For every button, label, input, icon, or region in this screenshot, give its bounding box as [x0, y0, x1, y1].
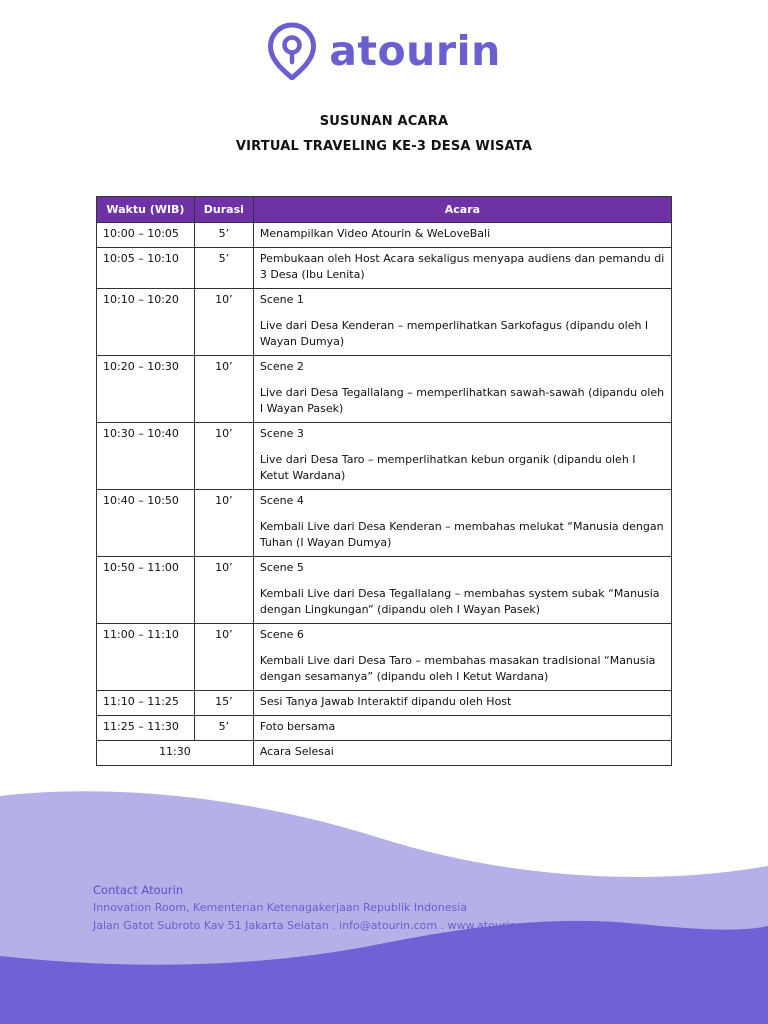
cell-waktu: 11:25 – 11:30 — [97, 716, 195, 741]
cell-waktu: 11:00 – 11:10 — [97, 624, 195, 691]
cell-durasi: 5’ — [194, 248, 253, 289]
scene-label: Scene 6 — [259, 628, 304, 641]
cell-acara: Menampilkan Video Atourin & WeLoveBali — [253, 223, 671, 248]
cell-durasi: 10’ — [194, 356, 253, 423]
scene-label: Scene 4 — [259, 494, 304, 507]
scene-description: Live dari Desa Tegallalang – memperlihatkan sawah-sawah (dipandu oleh I Wayan Pasek) — [259, 386, 665, 415]
scene-label: Scene 2 — [259, 360, 304, 373]
scene-description: Kembali Live dari Desa Kenderan – membahas melukat “Manusia dengan Tuhan (I Wayan Dumya) — [259, 520, 664, 549]
cell-acara: Acara Selesai — [253, 741, 671, 766]
header-durasi: Durasi — [194, 197, 253, 223]
cell-waktu: 10:10 – 10:20 — [97, 289, 195, 356]
contact-address: Innovation Room, Kementerian Ketenagakerjaan Republik Indonesia — [93, 901, 468, 914]
cell-acara — [253, 557, 671, 624]
header-logo — [0, 22, 768, 80]
cell-waktu: 10:20 – 10:30 — [97, 356, 195, 423]
table-row — [97, 557, 672, 624]
cell-waktu: 10:00 – 10:05 — [97, 223, 195, 248]
cell-durasi: 15’ — [194, 691, 253, 716]
table-row — [97, 691, 672, 716]
cell-waktu: 10:30 – 10:40 — [97, 423, 195, 490]
cell-durasi: 10’ — [194, 423, 253, 490]
cell-waktu: 10:40 – 10:50 — [97, 490, 195, 557]
cell-acara — [253, 289, 671, 356]
scene-label: Scene 3 — [259, 427, 304, 440]
table-row — [97, 223, 672, 248]
cell-durasi: 10’ — [194, 624, 253, 691]
cell-acara — [253, 624, 671, 691]
cell-acara — [253, 490, 671, 557]
contact-heading: Contact Atourin — [93, 883, 184, 897]
cell-acara: Pembukaan oleh Host Acara sekaligus menyapa audiens dan pemandu di 3 Desa (Ibu Lenita) — [253, 248, 671, 289]
header-waktu: Waktu (WIB) — [97, 197, 195, 223]
cell-durasi: 5’ — [194, 716, 253, 741]
cell-durasi: 10’ — [194, 557, 253, 624]
table-header-row — [97, 197, 672, 223]
contact-block — [93, 881, 543, 935]
cell-durasi: 10’ — [194, 490, 253, 557]
page-subtitle: VIRTUAL TRAVELING KE-3 DESA WISATA — [235, 139, 533, 154]
cell-durasi: 10’ — [194, 289, 253, 356]
header-acara: Acara — [253, 197, 671, 223]
cell-waktu-merged: 11:30 — [97, 741, 254, 766]
cell-durasi: 5’ — [194, 223, 253, 248]
table-row — [97, 248, 672, 289]
brand-name: atourin — [329, 26, 501, 75]
scene-label: Scene 5 — [259, 561, 304, 574]
scene-description: Live dari Desa Taro – memperlihatkan kebun organik (dipandu oleh I Ketut Wardana) — [259, 453, 636, 482]
cell-waktu: 11:10 – 11:25 — [97, 691, 195, 716]
page-title: SUSUNAN ACARA — [319, 114, 449, 129]
scene-description: Kembali Live dari Desa Taro – membahas masakan tradisional “Manusia dengan sesamanya” (dipandu oleh I Ketut Wardana) — [259, 654, 656, 683]
cell-waktu: 10:50 – 11:00 — [97, 557, 195, 624]
cell-waktu: 10:05 – 10:10 — [97, 248, 195, 289]
cell-acara: Foto bersama — [253, 716, 671, 741]
cell-acara — [253, 423, 671, 490]
location-pin-icon — [267, 22, 317, 80]
document-titles — [0, 114, 768, 154]
cell-acara — [253, 356, 671, 423]
scene-label: Scene 1 — [259, 293, 304, 306]
schedule-table — [96, 196, 672, 766]
cell-acara: Sesi Tanya Jawab Interaktif dipandu oleh Host — [253, 691, 671, 716]
table-row — [97, 624, 672, 691]
table-row — [97, 356, 672, 423]
scene-description: Live dari Desa Kenderan – memperlihatkan Sarkofagus (dipandu oleh I Wayan Dumya) — [259, 319, 649, 348]
table-row — [97, 716, 672, 741]
table-row — [97, 289, 672, 356]
contact-details: Jalan Gatot Subroto Kav 51 Jakarta Selatan . info@atourin.com . www.atourin.com — [93, 919, 544, 932]
scene-description: Kembali Live dari Desa Tegallalang – membahas system subak “Manusia dengan Lingkungan” (dipandu oleh I Wayan Pasek) — [259, 587, 660, 616]
table-row — [97, 490, 672, 557]
table-row — [97, 741, 672, 766]
table-row — [97, 423, 672, 490]
